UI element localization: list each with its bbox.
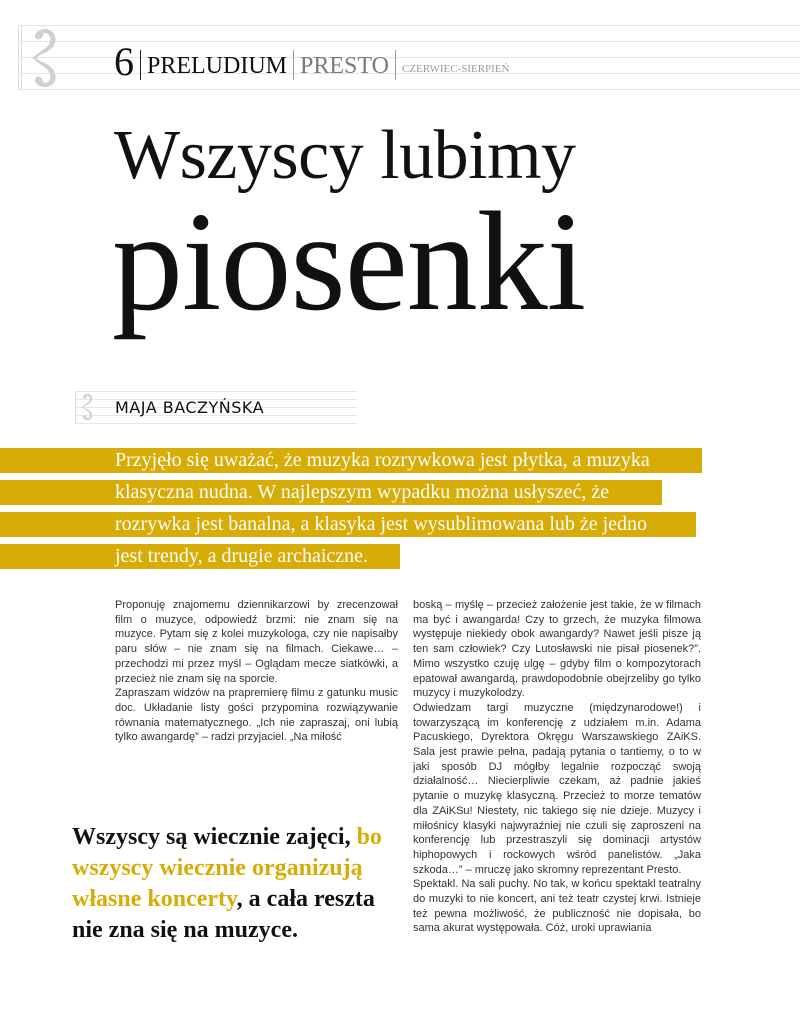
author-name: MAJA BACZYŃSKA bbox=[115, 398, 265, 417]
staff-line bbox=[75, 423, 357, 424]
issue-date: CZERWIEC-SIERPIEŃ bbox=[401, 63, 510, 75]
body-paragraph: Zapraszam widzów na prapremierę filmu z gatunku music doc. Układanie listy gości przypomina rozwiązywanie równania matematycznego. „Ich nie zapraszaj, oni lubią tylko awangardę” – radzi przyjaciel. „Na miłość bbox=[115, 687, 398, 744]
pull-quote-text: , a cała reszta nie zna się na muzyce. bbox=[72, 886, 375, 943]
alto-clef-icon bbox=[78, 391, 96, 423]
body-paragraph: Spektakl. Na sali puchy. No tak, w końcu spektakl teatralny do muzyki to nie koncert, ani też teatr czystej krwi. Istnieje też pewna możliwość, że publiczność nie dopisała, bo sama akurat występowała. Cóż, uroki uprawiania bbox=[413, 878, 701, 935]
article-title-line1: Wszyscy lubimy bbox=[114, 117, 576, 194]
body-paragraph: boską – myślę – przecież założenie jest takie, że w filmach ma być i awangarda! Czy to grzech, że muzyka filmowa występuje niekiedy obok awangardy? Nawet jeśli pisze ją ten sam człowiek? Czy Lutosławski nie pisał piosenek?”. Mimo wszystko czuję ulgę – gdyby film o kompozytorach epatował awangardą, prawdopodobnie obejrzeliby go tylko muzycy i muzykolodzy. bbox=[413, 599, 701, 700]
lead-line: rozrywka jest banalna, a klasyka jest wysublimowana lub że jedno bbox=[115, 513, 648, 535]
pull-quote-accent: bo wszyscy wiecznie organizują własne koncerty bbox=[72, 824, 382, 912]
body-paragraph: Proponuję znajomemu dziennikarzowi by zrecenzował film o muzyce, odpowiedź brzmi: nie znam się na muzyce. Pytam się z kolei muzykologa, czy nie napisałby paru słów – nie znam się na filmach. Ciekawe… – przechodzi mi przez myśl – Oglądam mecze siatkówki, a przecież nie znam się na sporcie. bbox=[115, 599, 398, 685]
magazine-name: PRESTO bbox=[300, 53, 389, 79]
staff-line bbox=[18, 25, 800, 26]
header-separator bbox=[293, 50, 294, 80]
body-column-right bbox=[413, 598, 701, 936]
pull-quote-text: Wszyscy są wiecznie zajęci, bbox=[72, 824, 357, 850]
lead-line: jest trendy, a drugie archaiczne. bbox=[115, 545, 369, 567]
body-column-left bbox=[115, 598, 398, 745]
page-header bbox=[114, 38, 510, 82]
header-separator bbox=[140, 50, 141, 80]
article-title-line2: piosenki bbox=[112, 182, 586, 340]
issue-number: 6 bbox=[114, 39, 134, 84]
staff-line bbox=[75, 391, 357, 392]
section-name: PRELUDIUM bbox=[147, 53, 288, 79]
alto-clef-icon bbox=[24, 27, 64, 89]
pull-quote bbox=[72, 822, 392, 946]
lead-line: Przyjęło się uważać, że muzyka rozrywkowa jest płytka, a muzyka bbox=[115, 449, 650, 471]
header-separator bbox=[395, 50, 396, 80]
staff-line bbox=[18, 89, 800, 90]
body-paragraph: Odwiedzam targi muzyczne (międzynarodowe!) i towarzyszącą im konferencję z udziałem m.in. Adama Pacuskiego, Dyrektora Okręgu Warszawskiego ZAiKS. Sala jest prawie pełna, padają pytania o tantiemy, o to w jaki sposób DJ mógłby legalnie rozpocząć swoją działalność… Niecierpliwie czekam, aż padnie jakieś pytanie o muzykę klasyczną. Przecież to morze tematów dla ZAiKSu! Niestety, nic takiego się nie dzieje. Muzycy i miłośnicy klasyki najwyraźniej nie czuli się zaproszeni na konferencję lub przestraszyli się dominacji artystów hiphopowych i rockowych wśród panelistów. „Jaka szkoda…” – mruczę jako skromny reprezentant Presto. bbox=[413, 701, 701, 876]
lead-line: klasyczna nudna. W najlepszym wypadku można usłyszeć, że bbox=[115, 481, 610, 503]
